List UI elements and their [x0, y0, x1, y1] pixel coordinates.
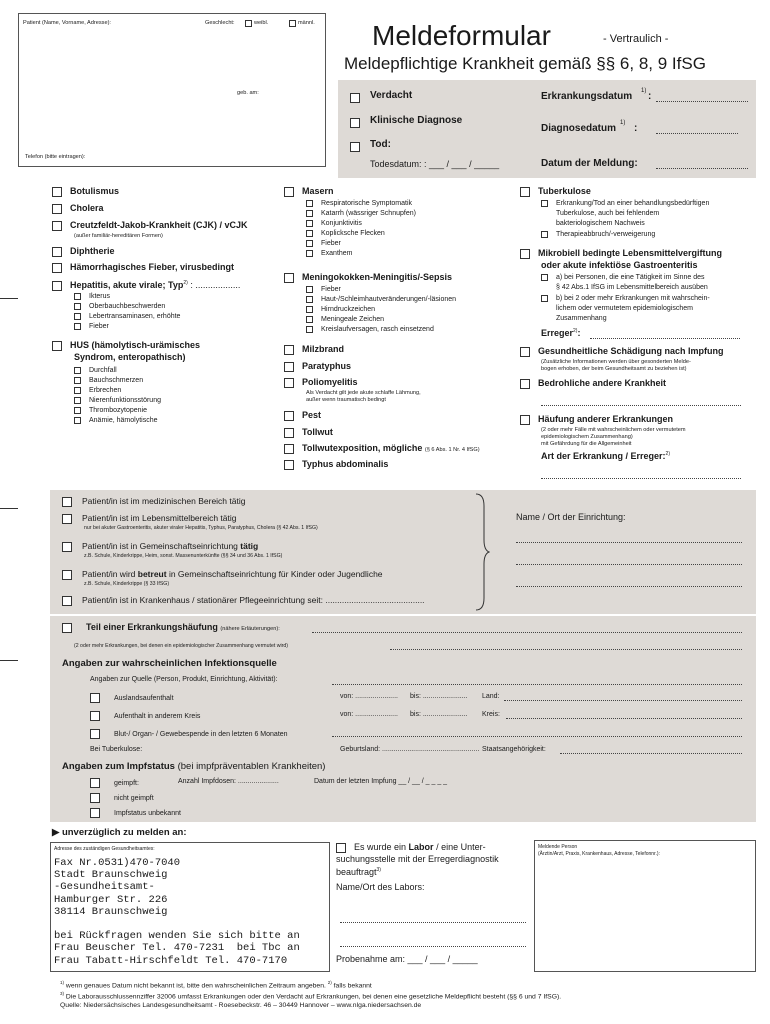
mikro-a-text: § 42 Abs.1 IfSG im Lebensmittelbereich ausüben [556, 284, 708, 291]
betreut-item[interactable]: Patient/in wird betreut in Gemeinschaftseinrichtung für Kinder oder Jugendliche [62, 569, 383, 580]
bei-tbc-label: Bei Tuberkulose: [90, 746, 143, 753]
angaben-heading: Angaben zur wahrscheinlichen Infektionsquelle [62, 658, 277, 669]
margin-mark [0, 508, 18, 509]
footnote-source: Quelle: Niedersächsisches Landesgesundheitsamt - Roesebeckstr. 46 – 30449 Hannover – www.nlga.niedersachsen.de [60, 1002, 422, 1009]
hus-item[interactable]: HUS (hämolytisch-urämisches [52, 340, 200, 351]
datum-meldung-field[interactable] [656, 168, 748, 169]
tod-checkbox[interactable] [350, 142, 360, 152]
patient-label: Patient (Name, Vorname, Adresse): [23, 20, 111, 26]
hus-item-line2: Syndrom, enteropathisch) [74, 352, 186, 362]
kreis-item[interactable]: Aufenthalt in anderem Kreis [90, 711, 200, 721]
adresse-text: Fax Nr.0531)470-7040 Stadt Braunschweig -Gesundheitsamt- Hamburger Str. 226 38114 Braunschweig bei Rückfragen wenden Sie sich bitte an Frau Beuscher Tel. 470-7231 bei Tbc an Frau Tabatt-Hirschfeldt Tel. 470-7170 [54, 857, 300, 967]
erreger-label: Erreger$^{2)}$: [541, 328, 581, 338]
paratyphus-item[interactable]: Paratyphus [284, 361, 351, 372]
geimpft-item[interactable]: geimpft: [90, 778, 139, 788]
gesundheitsamt-box [50, 842, 330, 972]
kreis-bis[interactable]: bis: ....................... [410, 711, 468, 718]
diagnosedatum-colon: : [634, 123, 638, 134]
melder-label: Meldende Person [538, 844, 578, 850]
tollwutexp-item[interactable]: Tollwutexposition, mögliche (§ 6 Abs. 1 Nr. 4 IfSG) [284, 443, 480, 456]
masern-sub-item[interactable]: Fieber [306, 239, 341, 248]
infektionsquelle-panel [50, 616, 756, 822]
diagnosedatum-field[interactable] [656, 133, 738, 134]
todesdatum-field[interactable]: Todesdatum: : ___ / ___ / _____ [370, 159, 500, 169]
ausland-item[interactable]: Auslandsaufenthalt [90, 693, 174, 703]
verdacht-checkbox[interactable] [350, 93, 360, 103]
mening-sub-item[interactable]: Kreislaufversagen, rasch einsetzend [306, 325, 434, 334]
geburtsland-label[interactable]: Geburtsland: .................................................. [340, 746, 480, 753]
polio-note: Als Verdacht gilt jede akute schlaffe Lähmung, [306, 390, 421, 396]
botulismus-item[interactable]: Botulismus [52, 186, 119, 197]
ausland-bis[interactable]: bis: ....................... [410, 693, 468, 700]
hus-sub-item[interactable]: Nierenfunktionsstörung [74, 396, 161, 405]
klinisch-label: Klinische Diagnose [370, 115, 463, 126]
tod-label: Tod: [370, 139, 391, 150]
impf-item[interactable]: Gesundheitliche Schädigung nach Impfung [520, 346, 724, 357]
haeufung-note: epidemiologischem Zusammenhang) [541, 434, 633, 440]
blut-item[interactable]: Blut-/ Organ- / Gewebespende in den letzten 6 Monaten [90, 729, 288, 739]
mikro-b-text: Zusammenhang [556, 315, 607, 322]
erkrankungsdatum-colon: : [648, 91, 652, 102]
mening-sub-item[interactable]: Fieber [306, 285, 341, 294]
staats-field[interactable] [560, 753, 742, 754]
maennl-label: männl. [298, 20, 315, 26]
status-panel [338, 80, 756, 178]
polio-note: außer wenn traumatisch bedingt [306, 397, 386, 403]
einrichtung-field[interactable] [516, 586, 742, 587]
mening-sub-item[interactable]: Haut-/Schleimhautveränderungen/-läsionen [306, 295, 456, 304]
masern-sub-item[interactable]: Katarrh (wässriger Schnupfen) [306, 209, 416, 218]
masern-sub-item[interactable]: Koplicksche Flecken [306, 229, 385, 238]
melder-box[interactable] [534, 840, 756, 972]
teil-item[interactable]: Teil einer Erkrankungshäufung (nähere Erläuterungen): [62, 622, 280, 633]
pest-item[interactable]: Pest [284, 410, 321, 421]
margin-mark [0, 660, 18, 661]
klinisch-checkbox[interactable] [350, 118, 360, 128]
mikro-item[interactable]: Mikrobiell bedingte Lebensmittelvergiftung [520, 248, 722, 259]
erreger-field[interactable] [590, 338, 740, 339]
gem-item[interactable]: Patient/in ist in Gemeinschaftseinrichtung tätig [62, 541, 258, 552]
erkrankungsdatum-field[interactable] [656, 101, 748, 102]
mening-sub-item[interactable]: Meningeale Zeichen [306, 315, 384, 324]
teil-field[interactable] [312, 632, 742, 633]
cjk-item[interactable]: Creutzfeldt-Jakob-Krankheit (CJK) / vCJK [52, 220, 248, 231]
page-title: Meldeformular [372, 20, 551, 51]
datum-impf-field[interactable]: Datum der letzten Impfung __ / __ / _ _ _ _ [314, 778, 448, 785]
tbc-sub-item[interactable]: Therapieabbruch/-verweigerung [541, 230, 655, 239]
haeufung-item[interactable]: Häufung anderer Erkrankungen [520, 414, 673, 425]
margin-mark [0, 298, 18, 299]
hus-sub-item[interactable]: Bauchschmerzen [74, 376, 143, 385]
nicht-geimpft-item[interactable]: nicht geimpft [90, 793, 154, 803]
impfstatus-heading: Angaben zum Impfstatus (bei impfpräventablen Krankheiten) [62, 761, 326, 772]
med-item[interactable]: Patient/in ist im medizinischen Bereich tätig [62, 496, 245, 507]
impf-note: bogen erhoben, der beim Gesundheitsamt zu beziehen ist) [541, 366, 687, 372]
land-field[interactable] [504, 700, 742, 701]
leb-note: nur bei akuter Gastroenteritis, akuter viraler Hepatitis, Typhus, Paratyphus, Cholera (§ 42 Abs. 1 IfSG) [84, 525, 318, 531]
hus-sub-item[interactable]: Durchfall [74, 366, 117, 375]
masern-sub-item[interactable]: Exanthem [306, 249, 353, 258]
anzahl-field[interactable]: Anzahl Impfdosen: ..................... [178, 778, 279, 785]
geb-label: geb. am: [237, 90, 259, 96]
masern-item[interactable]: Masern [284, 186, 334, 197]
art-label: Art der Erkrankung / Erreger:$^{2)}$ [541, 451, 670, 461]
einrichtung-field[interactable] [516, 542, 742, 543]
brace-icon [474, 492, 490, 612]
impf-note: (Zusätzliche Informationen werden über gesonderten Melde- [541, 359, 691, 365]
staats-label: Staatsangehörigkeit: [482, 746, 546, 753]
patient-box[interactable] [18, 13, 326, 167]
hus-sub-item[interactable]: Anämie, hämolytische [74, 416, 157, 425]
labor-name-field2[interactable] [340, 946, 526, 947]
verdacht-label: Verdacht [370, 90, 413, 101]
cholera-item[interactable]: Cholera [52, 203, 104, 214]
typhus-item[interactable]: Typhus abdominalis [284, 459, 388, 470]
leb-item[interactable]: Patient/in ist im Lebensmittelbereich tätig [62, 513, 237, 524]
tbc-sub-text: Tuberkulose, auch bei fehlendem [556, 210, 660, 217]
labor-line3: suchungsstelle mit der Erregerdiagnostik [336, 853, 499, 864]
milzbrand-item[interactable]: Milzbrand [284, 344, 344, 355]
geschlecht-label: Geschlecht: [205, 20, 235, 26]
labor-block [336, 842, 532, 893]
adresse-label: Adresse des zuständigen Gesundheitsamtes: [54, 846, 155, 852]
kreis-von[interactable]: von: ...................... [340, 711, 398, 718]
hep-sub-item[interactable]: Fieber [74, 322, 109, 331]
betreut-note: z.B. Schule, Kinderkrippe (§ 33 IfSG) [84, 581, 170, 587]
masern-sub-item[interactable]: Konjunktivitis [306, 219, 362, 228]
zur-quelle-label: Angaben zur Quelle (Person, Produkt, Einrichtung, Aktivität): [90, 676, 278, 683]
mening-item[interactable]: Meningokokken-Meningitis/-Sepsis [284, 272, 452, 283]
vertraulich-label: - Vertraulich - [603, 33, 669, 45]
mikro-b-text: lichem oder vermutetem epidemiologischem [556, 305, 693, 312]
bedrohlich-item[interactable]: Bedrohliche andere Krankheit [520, 378, 666, 389]
cjk-note: (außer familiär-hereditären Formen) [74, 233, 163, 239]
labor-item[interactable]: Es wurde ein Labor / eine Unter- [336, 842, 532, 854]
ausland-von[interactable]: von: ...................... [340, 693, 398, 700]
zur-quelle-field[interactable] [332, 684, 742, 685]
kreis-kreis[interactable]: Kreis: [482, 711, 500, 718]
datum-meldung-label: Datum der Meldung: [541, 158, 638, 169]
diagnosedatum-label: Diagnosedatum [541, 123, 617, 134]
weibl-label: weibl. [254, 20, 269, 26]
einrichtung-field[interactable] [516, 564, 742, 565]
kreis-field[interactable] [506, 718, 742, 719]
diagnosedatum-sup: 1) [620, 120, 626, 126]
labor-name-label: Name/Ort des Labors: [336, 881, 425, 892]
mikro-item-line2: oder akute infektiöse Gastroenteritis [541, 260, 698, 270]
blut-field[interactable] [332, 736, 742, 737]
gem-note: z.B. Schule, Kinderkrippe, Heim, sonst. Massenunterkünfte (§§ 34 und 36 Abs. 1 IfSG) [84, 553, 283, 559]
mening-sub-item[interactable]: Hirndruckzeichen [306, 305, 375, 314]
footnote-3: $^{3)}$ Die Laborausschlussennziffer 32006 umfasst Erkrankungen oder den Verdacht auf Erkrankungen, bei denen eine gesetzliche Meldepflicht besteht (§§ 6 und 7 IfSG). [60, 991, 562, 1001]
weibl-checkbox[interactable] [245, 20, 252, 27]
taetigkeit-panel [50, 490, 756, 614]
tbc-sub-text: bakteriologischem Nachweis [556, 220, 645, 227]
haeufung-note: (2 oder mehr Fälle mit wahrscheinlichem oder vermutetem [541, 427, 686, 433]
kh-item[interactable]: Patient/in ist in Krankenhaus / stationärer Pflegeeinrichtung seit: .......................................... [62, 595, 425, 606]
name-ort-label: Name / Ort der Einrichtung: [516, 512, 626, 522]
page-subtitle: Meldepflichtige Krankheit gemäß §§ 6, 8, 9 IfSG [344, 54, 706, 73]
hep-sub-item[interactable]: Lebertransaminasen, erhöhte [74, 312, 180, 321]
haemorrhag-item[interactable]: Hämorrhagisches Fieber, virusbedingt [52, 262, 234, 273]
probe-field[interactable]: Probenahme am: ___ / ___ / _____ [336, 954, 478, 964]
melder-label2: (Ärztin/Arzt, Praxis, Krankenhaus, Adresse, Telefonnr.): [538, 851, 660, 857]
art-field[interactable] [541, 478, 741, 479]
unverz-heading: ▶ unverzüglich zu melden an: [52, 827, 187, 838]
erkrankungsdatum-sup: 1) [641, 88, 647, 94]
ausland-land[interactable]: Land: [482, 693, 500, 700]
bedrohlich-field[interactable] [541, 405, 741, 406]
erkrankungsdatum-label: Erkrankungsdatum [541, 91, 633, 102]
hep-sub-item[interactable]: Oberbauchbeschwerden [74, 302, 165, 311]
footnote-1: $^{1)}$ wenn genaues Datum nicht bekannt ist, bitte den wahrscheinlichen Zeitraum angeben. $^{2)}$ falls bekannt [60, 980, 372, 990]
tbc-item[interactable]: Tuberkulose [520, 186, 591, 197]
hus-sub-item[interactable]: Thrombozytopenie [74, 406, 147, 415]
mikro-a-item[interactable]: a) bei Personen, die eine Tätigkeit im Sinne des [541, 273, 705, 282]
teil-note: (2 oder mehr Erkrankungen, bei denen ein epidemiologischer Zusammenhang vermutet wird) [74, 643, 288, 649]
mikro-b-item[interactable]: b) bei 2 oder mehr Erkrankungen mit wahrschein- [541, 294, 710, 303]
polio-item[interactable]: Poliomyelitis [284, 377, 358, 388]
tollwut-item[interactable]: Tollwut [284, 427, 333, 438]
hep-sub-item[interactable]: Ikterus [74, 292, 110, 301]
masern-sub-item[interactable]: Respiratorische Symptomatik [306, 199, 412, 208]
arrow-right-icon: ▶ [52, 827, 60, 838]
labor-name-field[interactable] [340, 922, 526, 923]
hus-sub-item[interactable]: Erbrechen [74, 386, 121, 395]
teil-field2[interactable] [390, 649, 742, 650]
unbekannt-item[interactable]: Impfstatus unbekannt [90, 808, 181, 818]
haeufung-note: mit Gefährdung für die Allgemeinheit [541, 441, 632, 447]
diphtherie-item[interactable]: Diphtherie [52, 246, 115, 257]
labor-line4: beauftragt$^{3)}$ [336, 867, 381, 877]
maennl-checkbox[interactable] [289, 20, 296, 27]
hepatitis-item[interactable]: Hepatitis, akute virale; Typ$^{2)}$ : .................. [52, 278, 240, 291]
telefon-label: Telefon (bitte eintragen): [25, 154, 86, 160]
tbc-sub-item[interactable]: Erkrankung/Tod an einer behandlungsbedürftigen [541, 199, 709, 208]
